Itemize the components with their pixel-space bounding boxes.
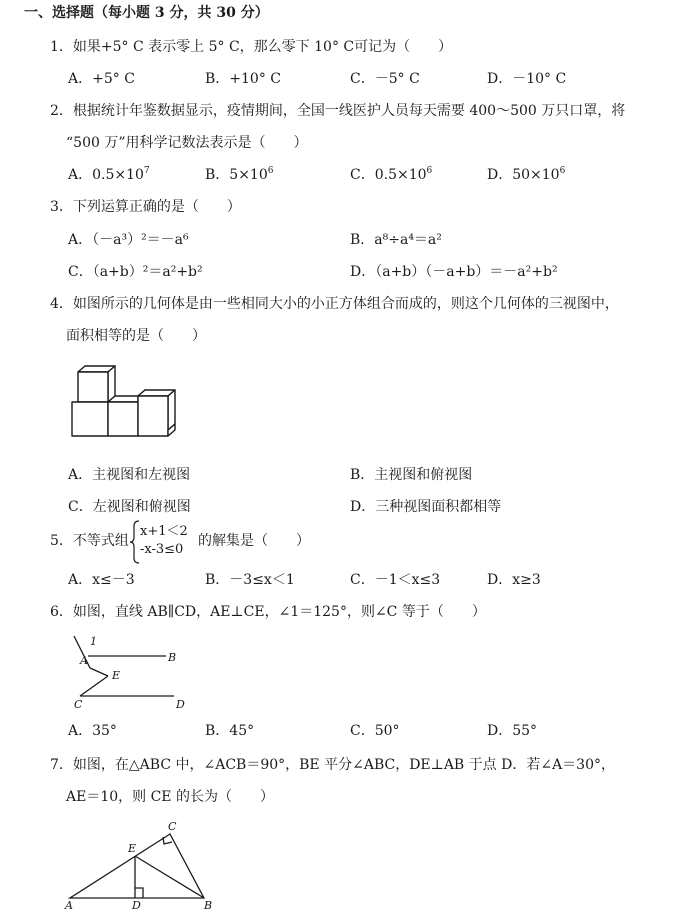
q5-inequality-1: x+1＜2 [140,524,188,539]
q1-option-b[interactable]: B．+10° C [205,71,281,87]
question-7-stem-line1: 7．如图，在△ABC 中，∠ACB＝90°，BE 平分∠ABC，DE⊥AB 于点 D．若∠A＝30°， [50,757,615,773]
q6-option-d[interactable]: D．55° [487,723,538,739]
fig6-label-a: A [80,654,88,667]
q6-option-b[interactable]: B．45° [205,723,255,739]
question-5-suffix: 的解集是（ ） [198,533,310,549]
q6-option-a[interactable]: A．35° [68,723,117,739]
q2-option-c[interactable] [350,164,432,184]
q3-option-c[interactable]: C．（a+b）²＝a²+b² [68,264,203,280]
q2-c-exp: 6 [426,166,433,176]
q3-option-d[interactable]: D．（a+b）（－a+b）＝－a²+b² [350,264,558,280]
fig6-label-1: 1 [90,635,97,648]
question-2-stem-line1: 2．根据统计年鉴数据显示，疫情期间，全国一线医护人员每天需要 400～500 万只口罩，将 [50,103,626,119]
section-title: 一、选择题（每小题 3 分，共 30 分） [24,5,269,21]
fig7-label-d: D [132,899,141,912]
fig6-label-c: C [74,698,83,711]
cube-solid-figure [66,360,191,445]
q2-b-base: B．5×10 [205,167,268,183]
fig6-label-d: D [176,698,185,711]
triangle-figure [62,814,222,910]
parallel-lines-figure [66,628,196,713]
q2-option-a[interactable] [68,164,150,184]
q5-option-d[interactable]: D．x≥3 [487,572,541,588]
q1-option-a[interactable]: A．+5° C [68,71,135,87]
q2-d-base: D．50×10 [487,167,560,183]
q5-option-a[interactable]: A．x≤－3 [68,572,135,588]
q3-option-a[interactable]: A．（－a³）²＝－a⁶ [68,232,189,248]
question-4-stem-line2: 面积相等的是（ ） [66,328,206,344]
q4-option-d[interactable]: D．三种视图面积都相等 [350,499,502,515]
q4-option-a[interactable]: A．主视图和左视图 [68,467,191,483]
q4-option-b[interactable]: B．主视图和俯视图 [350,467,473,483]
q2-option-b[interactable] [205,164,273,184]
q5-option-c[interactable]: C．－1＜x≤3 [350,572,441,588]
fig7-label-b: B [204,899,213,912]
fig7-label-e: E [128,842,137,855]
question-3-stem: 3．下列运算正确的是（ ） [50,199,241,215]
q6-option-c[interactable]: C．50° [350,723,400,739]
system-brace [130,520,140,564]
fig7-label-a: A [65,899,73,912]
q1-option-d[interactable]: D．－10° C [487,71,567,87]
q5-option-b[interactable]: B．－3≤x＜1 [205,572,295,588]
question-7-stem-line2: AE＝10，则 CE 的长为（ ） [66,789,274,805]
q2-d-exp: 6 [559,166,566,176]
q4-option-c[interactable]: C．左视图和俯视图 [68,499,191,515]
q3-option-b[interactable]: B．a⁸÷a⁴＝a² [350,232,442,248]
question-5-prefix: 5．不等式组 [50,533,129,549]
q2-option-d[interactable] [487,164,565,184]
question-2-stem-line2: “500 万”用科学记数法表示是（ ） [66,135,308,151]
q2-b-exp: 6 [267,166,274,176]
fig6-label-e: E [112,669,121,682]
q1-option-c[interactable]: C．－5° C [350,71,420,87]
question-1-stem: 1．如果+5° C 表示零上 5° C，那么零下 10° C可记为（ ） [50,39,453,55]
q5-inequality-2: -x-3≤0 [140,542,184,557]
q2-a-base: A．0.5×10 [68,167,144,183]
question-6-stem: 6．如图，直线 AB∥CD，AE⊥CE，∠1＝125°，则∠C 等于（ ） [50,604,486,620]
fig7-label-c: C [168,820,177,833]
q2-c-base: C．0.5×10 [350,167,427,183]
fig6-label-b: B [168,651,177,664]
question-4-stem-line1: 4．如图所示的几何体是由一些相同大小的小正方体组合而成的，则这个几何体的三视图中， [50,296,619,312]
q2-a-exp: 7 [143,166,150,176]
